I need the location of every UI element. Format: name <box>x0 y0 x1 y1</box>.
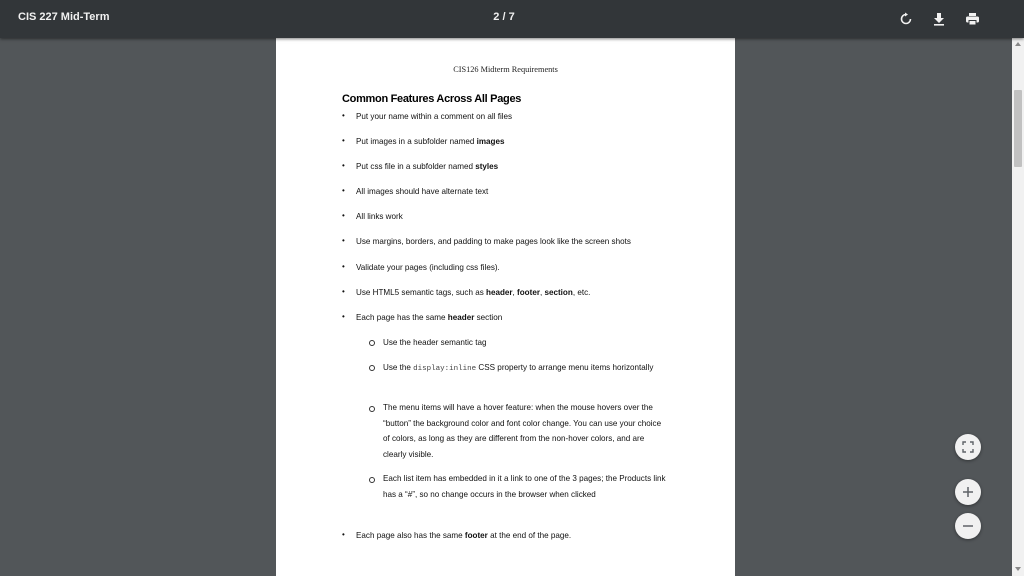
bullet: • <box>342 530 345 539</box>
document-title: CIS 227 Mid-Term <box>18 11 110 23</box>
list-item <box>356 310 502 326</box>
inline-code: display:inline <box>413 365 477 373</box>
bullet: • <box>342 312 345 321</box>
download-icon <box>932 12 946 26</box>
vertical-scrollbar[interactable] <box>1012 38 1024 576</box>
running-header: CIS126 Midterm Requirements <box>453 65 558 74</box>
list-item <box>356 134 504 150</box>
bullet: • <box>342 136 345 145</box>
scrollbar-thumb[interactable] <box>1014 90 1022 167</box>
sub-list-item: The menu items will have a hover feature: when the mouse hovers over the “button” the background color and font color change. You can use your choice of colors, as long as they are different from the non-hover colors, and are clearly visible. <box>383 403 662 459</box>
list-item-bold: header <box>486 288 513 297</box>
list-item-text: at the end of the page. <box>487 531 572 540</box>
list-item-text: Put css file in a subfolder named <box>356 162 476 171</box>
list-item-text: Use HTML5 semantic tags, such as <box>356 288 486 297</box>
fit-to-page-icon <box>962 441 974 453</box>
list-item-text: Each page also has the same <box>356 531 465 540</box>
list-item-text: , <box>539 288 545 297</box>
scroll-down-arrow[interactable] <box>1015 567 1021 571</box>
rotate-button[interactable] <box>895 8 917 30</box>
sub-list-item: Use the header semantic tag <box>383 338 487 347</box>
list-item-bold: styles <box>475 162 499 171</box>
list-item <box>356 285 590 301</box>
list-item-bold: footer <box>464 531 488 540</box>
bullet: • <box>342 186 345 195</box>
list-item <box>356 159 498 175</box>
page-indicator: 2 / 7 <box>493 11 515 23</box>
bullet: • <box>342 111 345 120</box>
list-item-bold: images <box>476 137 505 146</box>
sub-bullet <box>369 340 375 346</box>
list-item-text: section <box>474 313 503 322</box>
sub-bullet <box>369 406 375 412</box>
list-item-bold: footer <box>517 288 540 297</box>
print-icon <box>965 12 980 26</box>
list-item-bold: header <box>447 313 475 322</box>
list-item-text: , etc. <box>572 288 591 297</box>
zoom-out-button[interactable] <box>955 513 981 539</box>
fit-to-page-button[interactable] <box>955 434 981 460</box>
sub-list-item: Each list item has embedded in it a link to one of the 3 pages; the Products link has a “#”, so no change occurs in the browser when clicked <box>383 474 666 499</box>
list-item: Validate your pages (including css files). <box>356 263 500 272</box>
list-item-text: Put images in a subfolder named <box>356 137 477 146</box>
list-item: All images should have alternate text <box>356 187 489 196</box>
bullet: • <box>342 211 345 220</box>
sub-bullet <box>369 477 375 483</box>
rotate-icon <box>899 12 913 26</box>
sub-list-item-text: CSS property to arrange menu items horizontally <box>476 363 654 372</box>
download-button[interactable] <box>928 8 950 30</box>
list-item-text: , <box>512 288 518 297</box>
zoom-in-button[interactable] <box>955 479 981 505</box>
list-item-text: Each page has the same <box>356 313 448 322</box>
bullet: • <box>342 262 345 271</box>
zoom-out-icon <box>962 520 974 532</box>
print-button[interactable] <box>961 8 983 30</box>
zoom-in-icon <box>962 486 974 498</box>
sub-list-item-text: Use the <box>383 363 414 372</box>
section-heading: Common Features Across All Pages <box>342 93 522 105</box>
bullet: • <box>342 161 345 170</box>
sub-list-item <box>383 360 668 378</box>
scroll-up-arrow[interactable] <box>1015 42 1021 46</box>
sub-bullet <box>369 365 375 371</box>
pdf-page <box>276 38 735 576</box>
list-item <box>356 528 571 544</box>
bullet: • <box>342 287 345 296</box>
list-item-bold: section <box>544 288 573 297</box>
pdf-toolbar <box>0 0 1024 38</box>
list-item: Put your name within a comment on all files <box>356 112 513 121</box>
list-item: All links work <box>356 212 403 221</box>
bullet: • <box>342 236 345 245</box>
list-item: Use margins, borders, and padding to make pages look like the screen shots <box>356 237 631 246</box>
